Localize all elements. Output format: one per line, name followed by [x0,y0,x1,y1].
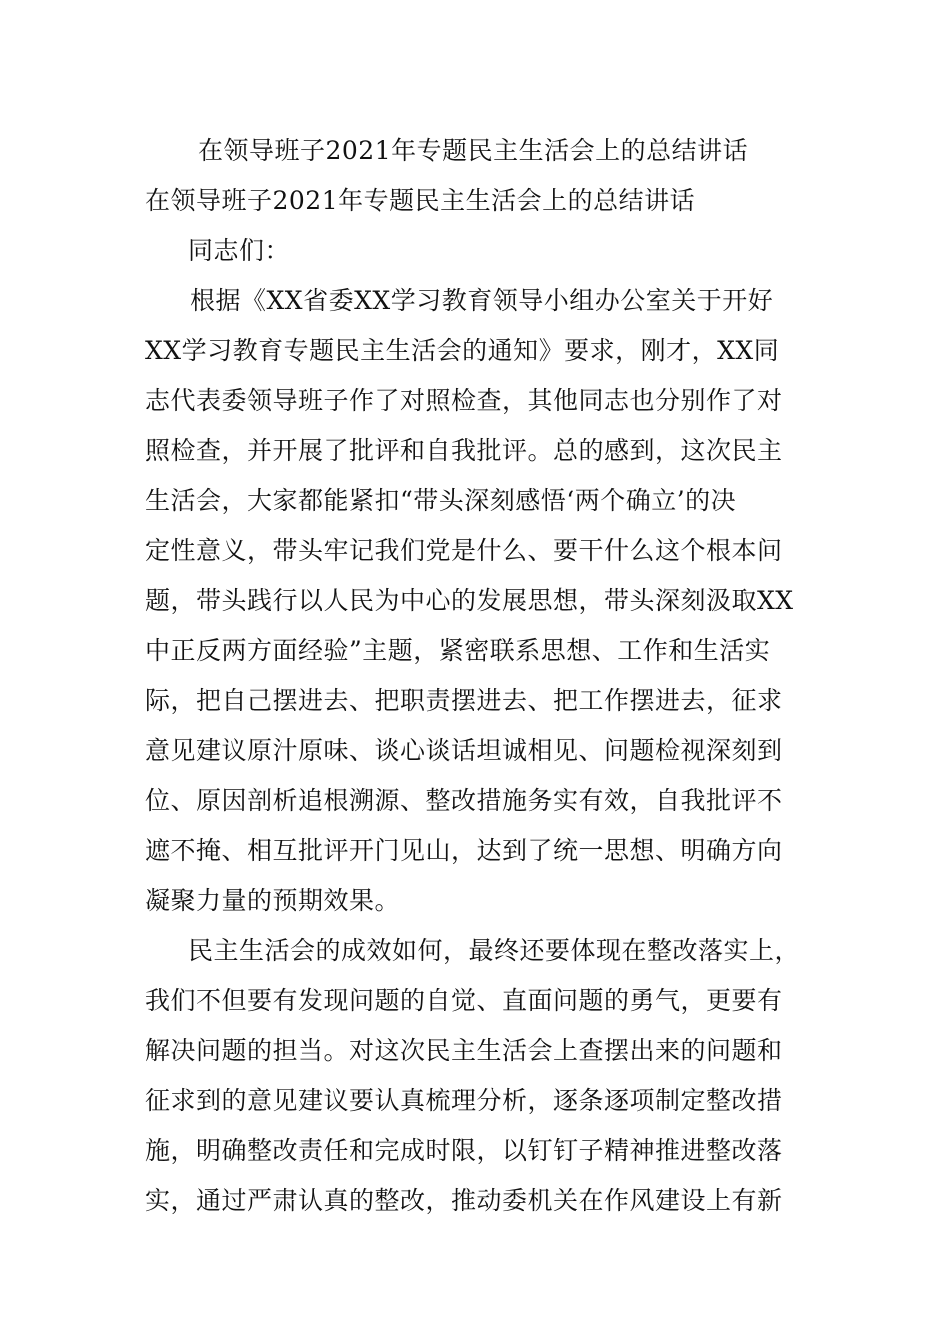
paragraph-line: 根据《XX省委XX学习教育领导小组办公室关于开好 [190,286,774,315]
paragraph-line: 民主生活会的成效如何，最终还要体现在整改落实上， [188,936,801,965]
paragraph-line: 解决问题的担当。对这次民主生活会上查摆出来的问题和 [145,1036,783,1065]
paragraph-line: 题，带头践行以人民为中心的发展思想，带头深刻汲取XX [145,586,794,615]
greeting: 同志们： [188,236,291,265]
paragraph-line: 际，把自己摆进去、把职责摆进去、把工作摆进去，征求 [145,686,783,715]
paragraph-line: 定性意义，带头牢记我们党是什么、要干什么这个根本问 [145,536,783,565]
paragraph-line: 生活会，大家都能紧扣“带头深刻感悟‘两个确立’的决 [145,486,737,515]
paragraph-line: 遮不掩、相互批评开门见山，达到了统一思想、明确方向 [145,836,783,865]
paragraph-line: 实，通过严肃认真的整改，推动委机关在作风建设上有新 [145,1186,783,1215]
paragraph-line: 施，明确整改责任和完成时限，以钉钉子精神推进整改落 [145,1136,783,1165]
paragraph-line: 位、原因剖析追根溯源、整改措施务实有效，自我批评不 [145,786,783,815]
paragraph-line: XX学习教育专题民主生活会的通知》要求，刚才，XX同 [145,336,780,365]
paragraph-line: 凝聚力量的预期效果。 [145,886,401,915]
paragraph-line: 照检查，并开展了批评和自我批评。总的感到，这次民主 [145,436,783,465]
document-title: 在领导班子2021年专题民主生活会上的总结讲话 [198,136,749,165]
paragraph-line: 志代表委领导班子作了对照检查，其他同志也分别作了对 [145,386,783,415]
paragraph-line: 我们不但要有发现问题的自觉、直面问题的勇气，更要有 [145,986,783,1015]
document-subtitle: 在领导班子2021年专题民主生活会上的总结讲话 [145,186,696,215]
paragraph-line: 意见建议原汁原味、谈心谈话坦诚相见、问题检视深刻到 [145,736,783,765]
paragraph-line: 中正反两方面经验”主题，紧密联系思想、工作和生活实 [145,636,771,665]
paragraph-line: 征求到的意见建议要认真梳理分析，逐条逐项制定整改措 [145,1086,783,1115]
